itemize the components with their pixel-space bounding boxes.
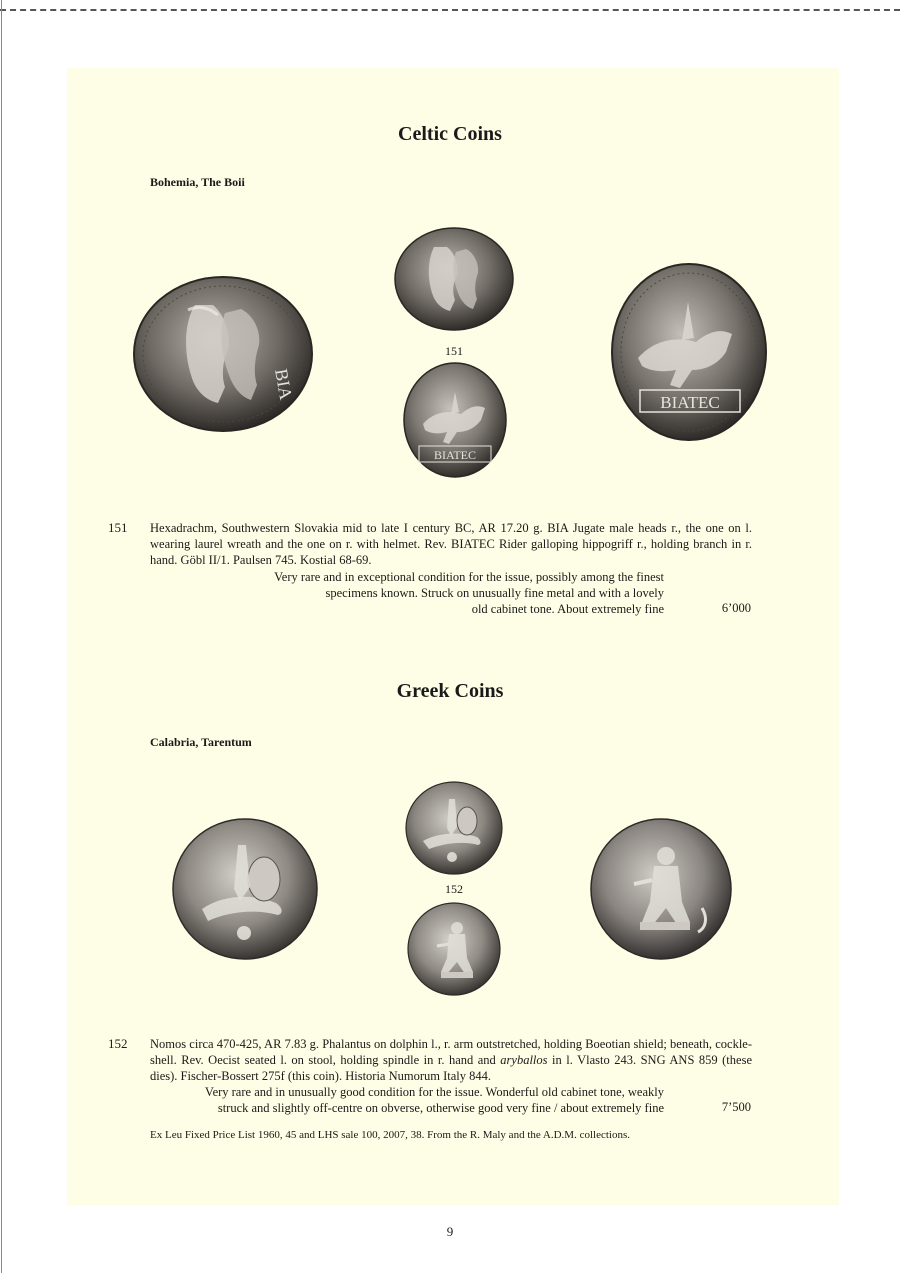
condition-line-151-1: Very rare and in exceptional condition for the issue, possibly among the finest <box>274 570 664 584</box>
page-number: 9 <box>446 1224 454 1239</box>
condition-line-151-2: specimens known. Struck on unusually fine metal and with a lovely <box>325 586 664 600</box>
coin-151-obverse-large <box>133 275 314 433</box>
description-italic-term: aryballos <box>500 1053 548 1067</box>
coin-152-obverse-small <box>405 781 503 876</box>
obverse-legend: BIA <box>271 367 297 402</box>
lot-description-151: Hexadrachm, Southwestern Slovakia mid to late I century BC, AR 17.20 g. BIA Jugate male heads r., the one on l. wearing laurel wreath and the one on r. with helmet. Rev. BIATEC Rider galloping hippogriff r., holding branch in r. hand. Göbl II/1. Paulsen 745. Kostial 68-69. <box>150 521 752 567</box>
section-title-celtic: Celtic Coins <box>398 123 502 145</box>
coin-image <box>403 362 507 479</box>
reverse-legend-large: BIATEC <box>660 393 720 412</box>
coin-152-obverse-large <box>172 817 319 961</box>
condition-line-152-2: struck and slightly off-centre on obverse, otherwise good very fine / about extremely fine <box>217 1101 664 1115</box>
condition-line-152-1: Very rare and in unusually good condition for the issue. Wonderful old cabinet tone, weakly <box>204 1085 664 1099</box>
lot-description-152 <box>150 1036 752 1084</box>
description-part-1: Nomos circa 470-425, AR 7.83 g. Phalantus on dolphin l., r. arm outstretched, holding Boeotian shield; beneath, cockle-shell. Rev. Oecist seated l. on stool, holding spindle in r. hand and <box>150 1037 752 1067</box>
condition-line-151-3: old cabinet tone. About extremely fine <box>471 602 664 616</box>
page-left-border <box>1 0 2 1273</box>
coin-image <box>172 817 319 961</box>
description-part-3: in l. Vlasto 243. SNG ANS 859 (these dies). Fischer-Bossert 275f (this coin). Historia Numorum Italy 844. <box>150 1053 752 1083</box>
page-top-border <box>0 9 900 11</box>
coin-image <box>407 902 502 997</box>
coin-image <box>610 262 768 442</box>
coin-151-reverse-small <box>403 362 507 479</box>
section-title-greek: Greek Coins <box>396 680 504 702</box>
reverse-legend-small: BIATEC <box>434 448 476 462</box>
coin-152-reverse-small <box>407 902 502 997</box>
coin-image <box>590 818 733 961</box>
coin-image <box>133 275 314 433</box>
lot-label-151: 151 <box>445 344 463 358</box>
coin-image <box>394 227 515 332</box>
coin-151-obverse-small <box>394 227 515 332</box>
lot-number-151: 151 <box>108 520 128 535</box>
lot-label-152: 152 <box>445 882 463 896</box>
lot-number-152: 152 <box>108 1036 128 1051</box>
subheading-bohemia: Bohemia, The Boii <box>150 175 245 189</box>
coin-image <box>405 781 503 876</box>
subheading-calabria: Calabria, Tarentum <box>150 735 252 749</box>
price-151: 6’000 <box>721 601 751 615</box>
coin-152-reverse-large <box>590 818 733 961</box>
provenance-note-152: Ex Leu Fixed Price List 1960, 45 and LHS sale 100, 2007, 38. From the R. Maly and the A.D.M. collections. <box>150 1129 630 1141</box>
price-152: 7’500 <box>721 1100 751 1114</box>
coin-151-reverse-large <box>610 262 768 442</box>
